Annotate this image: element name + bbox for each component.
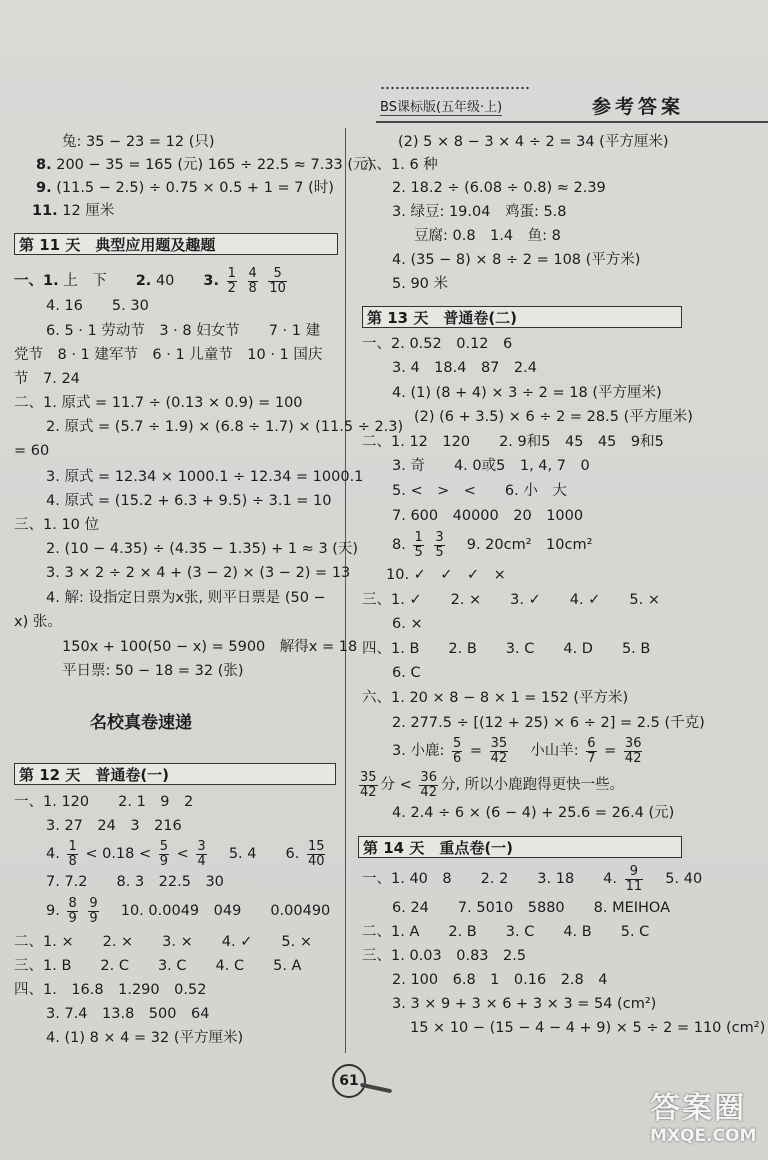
answer-line: (2) (6 + 3.5) × 6 ÷ 2 = 28.5 (平方厘米) (414, 409, 693, 425)
fraction: $\frac{3}{4}$ (197, 838, 206, 869)
answer-line: 3. 3 × 9 + 3 × 6 + 3 × 3 = 54 (cm²) (392, 996, 657, 1012)
fraction: $\frac{5}{9}$ (159, 838, 169, 869)
answer-line: 二、1. 12 120 2. 9和5 45 45 9和5 (362, 434, 664, 450)
day-14-heading: 第 14 天 重点卷(一) (358, 836, 682, 858)
fraction: $\frac{8}{9}$ (68, 895, 77, 926)
fraction: $\frac{1}{2}$ (227, 265, 236, 296)
answer-line: 2. (10 − 4.35) ÷ (4.35 − 1.35) + 1 ≈ 3 (天) (46, 541, 359, 557)
answer-line: 5. < > < 6. 小 大 (392, 483, 567, 499)
answer-line: 4. 2.4 ÷ 6 × (6 − 4) + 25.6 = 26.4 (元) (392, 805, 675, 821)
answer-line: 2. 277.5 ÷ [(12 + 25) × 6 ÷ 2] = 2.5 (千克) (392, 715, 705, 731)
section-title: 名校真卷速递 (90, 713, 192, 733)
answer-line: 150x + 100(50 − x) = 5900 解得x = 18 (62, 639, 358, 655)
answer-line: 3. 奇 4. 0或5 1, 4, 7 0 (392, 458, 590, 474)
answer-line: 3. 3 × 2 ÷ 2 × 4 + (3 − 2) × (3 − 2) = 13 (46, 565, 351, 581)
answer-line: 6. × (392, 616, 423, 632)
watermark-text: 答案圈 (650, 1091, 746, 1126)
edition-label: BS课标版(五年级·上) (380, 96, 502, 116)
answer-line: 3. 27 24 3 216 (46, 818, 182, 834)
fraction: $\frac{1}{8}$ (68, 838, 77, 869)
answer-line: 3. 4 18.4 87 2.4 (392, 360, 537, 376)
fraction: $\frac{4}{8}$ (248, 265, 257, 296)
answer-line: 兔: 35 − 23 = 12 (只) (62, 134, 215, 150)
column-divider (345, 128, 346, 1053)
answer-line: 6. 24 7. 5010 5880 8. MEIHOA (392, 900, 671, 916)
answer-line: 7. 7.2 8. 3 22.5 30 (46, 874, 224, 890)
answer-line: 2. 18.2 ÷ (6.08 ÷ 0.8) ≈ 2.39 (392, 180, 606, 196)
page-number: 61 (332, 1064, 366, 1098)
answer-line: 三、1. 10 位 (14, 517, 100, 533)
fraction: $\frac{35}{42}$ (490, 735, 508, 766)
answer-line: 4. $\frac{1}{8}$ < 0.18 < $\frac{5}{9}$ < $\frac{3}{4}$ 5. 4 6. $\frac{15}{40}$ (46, 838, 325, 869)
day-11-heading: 第 11 天 典型应用题及趣题 (14, 233, 338, 255)
answers-title: 参考答案 (592, 96, 685, 118)
fraction: $\frac{36}{42}$ (420, 769, 437, 800)
fraction: $\frac{15}{40}$ (307, 838, 325, 869)
fraction: $\frac{9}{11}$ (625, 863, 643, 894)
fraction: $\frac{3}{5}$ (435, 529, 444, 560)
answer-line: 9. (11.5 − 2.5) ÷ 0.75 × 0.5 + 1 = 7 (时) (36, 180, 334, 196)
watermark (650, 1092, 760, 1152)
answer-line: 三、1. 0.03 0.83 2.5 (362, 948, 527, 964)
answer-line: 3. 绿豆: 19.04 鸡蛋: 5.8 (392, 204, 567, 220)
fraction: $\frac{5}{6}$ (452, 735, 462, 766)
answer-line: 一、1. 上 下 2. 40 3. $\frac{1}{2}$ $\frac{4}{8}$ $\frac{5}{10}$ (14, 265, 286, 296)
magnifier-handle-icon (360, 1083, 392, 1094)
day-12-heading: 第 12 天 普通卷(一) (14, 763, 336, 785)
answer-line: 四、1. 16.8 1.29̇0 0.52 (14, 982, 207, 998)
answer-line: 6. 5 · 1 劳动节 3 · 8 妇女节 7 · 1 建 (46, 323, 321, 339)
answer-line: 2. 100 6.8 1 0.16 2.8 4 (392, 972, 608, 988)
answer-line: 8. 200 − 35 = 165 (元) 165 ÷ 22.5 ≈ 7.33 (元) (36, 157, 374, 173)
answer-line: (2) 5 × 8 − 3 × 4 ÷ 2 = 34 (平方厘米) (398, 134, 669, 150)
answer-line: $\frac{35}{42}$ 分 < $\frac{36}{42}$ 分, 所以小鹿跑得更快一些。 (360, 769, 625, 800)
answer-line: 4. (1) (8 + 4) × 3 ÷ 2 = 18 (平方厘米) (392, 385, 662, 401)
answer-line: = 60 (14, 443, 50, 459)
fraction: $\frac{35}{42}$ (360, 769, 377, 800)
answer-line: 3. 小鹿: $\frac{5}{6}$ = $\frac{35}{42}$ 小山羊: $\frac{6}{7}$ = $\frac{36}{42}$ (392, 735, 642, 766)
answer-line: 二、1. A 2. B 3. C 4. B 5. C (362, 924, 650, 940)
header-rule (376, 121, 768, 123)
answer-line: 3. 7.4 13.8 500 64 (46, 1006, 210, 1022)
answer-line: 10. ✓ ✓ ✓ × (386, 567, 506, 583)
fraction: $\frac{6}{7}$ (587, 735, 596, 766)
answer-line: 三、1. B 2. C 3. C 4. C 5. A (14, 958, 302, 974)
header-dots (380, 86, 530, 90)
answer-line: 4. (1) 8 × 4 = 32 (平方厘米) (46, 1030, 244, 1046)
answer-line: 8. $\frac{1}{5}$ $\frac{3}{5}$ 9. 20cm² 10cm² (392, 529, 593, 560)
answer-line: 4. (35 − 8) × 8 ÷ 2 = 108 (平方米) (392, 252, 641, 268)
answer-line: 平日票: 50 − 18 = 32 (张) (62, 663, 244, 679)
fraction: $\frac{9}{9}$ (89, 895, 98, 926)
answer-line: 15 × 10 − (15 − 4 − 4 + 9) × 5 ÷ 2 = 110 (cm²) (410, 1020, 766, 1036)
answer-line: 2. 原式 = (5.7 ÷ 1.9) × (6.8 ÷ 1.7) × (11.5 ÷ 2.3) (46, 419, 404, 435)
answer-line: 三、1. ✓ 2. × 3. ✓ 4. ✓ 5. × (362, 592, 660, 608)
watermark-url: MXQE.COM (650, 1126, 757, 1146)
page-header (376, 86, 768, 126)
answer-line: 一、2. 0.52 0.12 6 (362, 336, 513, 352)
answer-line: 党节 8 · 1 建军节 6 · 1 儿童节 10 · 1 国庆 (14, 347, 323, 363)
answer-line: 6. C (392, 665, 421, 681)
answer-line: 11. 12 厘米 (32, 203, 115, 219)
answer-line: 9. $\frac{8}{9}$ $\frac{9}{9}$ 10. 0.0049̇ 049 0.00490 (46, 895, 331, 926)
answer-line: 4. 解: 设指定日票为x张, 则平日票是 (50 − (46, 590, 326, 606)
answer-line: 一、1. 40 8 2. 2 3. 18 4. $\frac{9}{11}$ 5. 40 (362, 863, 703, 894)
answer-line: 六、1. 20 × 8 − 8 × 1 = 152 (平方米) (362, 690, 629, 706)
fraction: $\frac{5}{10}$ (269, 265, 286, 296)
day-13-heading: 第 13 天 普通卷(二) (362, 306, 682, 328)
answer-line: 一、1. 120 2. 1 9 2 (14, 794, 194, 810)
answer-line: 5. 90 米 (392, 276, 449, 292)
answer-line: x) 张。 (14, 614, 62, 630)
answer-line: 3. 原式 = 12.34 × 1000.1 ÷ 12.34 = 1000.1 (46, 469, 364, 485)
answer-line: 四、1. B 2. B 3. C 4. D 5. B (362, 641, 651, 657)
answer-line: 豆腐: 0.8 1.4 鱼: 8 (414, 228, 561, 244)
answer-line: 7. 600 40000 20 1000 (392, 508, 584, 524)
answer-line: 4. 原式 = (15.2 + 6.3 + 9.5) ÷ 3.1 = 10 (46, 493, 332, 509)
answer-line: 节 7. 24 (14, 371, 80, 387)
answer-line: 六、1. 6 种 (362, 157, 438, 173)
fraction: $\frac{1}{5}$ (414, 529, 423, 560)
answer-line: 4. 16 5. 30 (46, 298, 149, 314)
answer-line: 二、1. 原式 = 11.7 ÷ (0.13 × 0.9) = 100 (14, 395, 303, 411)
answer-line: 二、1. × 2. × 3. × 4. ✓ 5. × (14, 934, 312, 950)
fraction: $\frac{36}{42}$ (624, 735, 642, 766)
